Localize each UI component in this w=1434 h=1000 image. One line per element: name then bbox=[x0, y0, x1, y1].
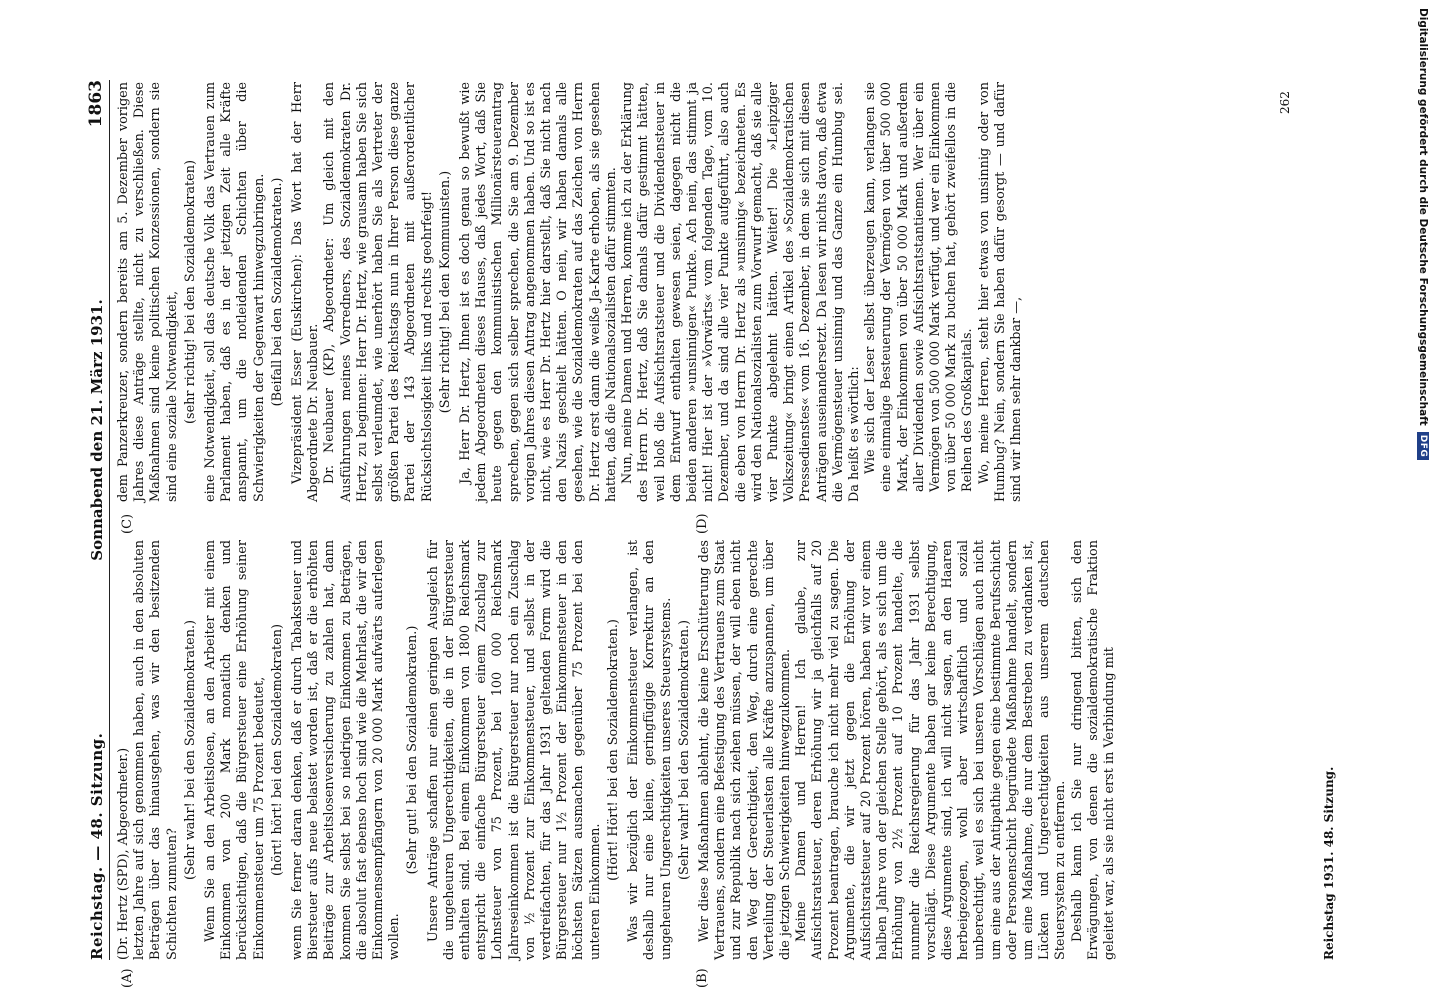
margin-marker-a: (A) bbox=[120, 968, 135, 988]
paragraph: Was wir bezüglich der Einkommensteuer verlangen, ist deshalb nur eine kleine, geringfügige Korrektur an den ungeheuren Ungerechtigkeiten unseres Steuersystems. bbox=[626, 540, 674, 960]
speaker-paragraph: Vizepräsident Esser (Euskirchen): Das Wort hat der Herr Abgeordnete Dr. Neubauer. bbox=[290, 82, 322, 502]
left-column bbox=[116, 540, 1118, 960]
paragraph: wenn Sie ferner daran denken, daß er durch Tabaksteuer und Biersteuer aufs neue belastet worden ist, daß er die erhöhten Beiträge zur Arbeitslosenversicherung zu zahlen hat, dann kommen Sie selbst bei so niedrigen Einkommen zu Beträgen, die absolut fast ebenso hoch sind wie die Mehrlast, die wir den Einkommensempfängern von 20 000 Mark aufwärts auferlegen wollen. bbox=[290, 540, 403, 960]
interjection: (sehr richtig! bei den Sozialdemokraten) bbox=[182, 160, 198, 424]
sheet-number: 262 bbox=[1278, 91, 1292, 114]
rotated-page bbox=[80, 80, 1360, 988]
paragraph: Wer diese Maßnahmen ablehnt, die keine Erschütterung des Vertrauens, sondern eine Befestigung des Vertrauens zum Staat und zur Republik nach sich ziehen müssen, der will eben nicht den Weg der Gerechtigkeit, den Weg, durch eine gerechte Verteilung der Steuerlasten alle Kräfte anzuspannen, um über die jetzigen Schwierigkeiten hinwegzukommen. bbox=[696, 540, 793, 960]
attribution-strip bbox=[1413, 8, 1433, 698]
paragraph: Meine Damen und Herren! Ich glaube, zur Aufsichtsratsteuer, deren Erhöhung wir ja gleichfalls auf 20 Prozent beantragen, brauche ich nicht mehr viel zu sagen. Die Argumente, die wir jetzt gegen die Erhöhung der Aufsichtsratsteuer auf 20 Prozent hören, haben wir vor einem halben Jahre von der gleichen Stelle gehört, als es sich um die Erhöhung von 2½ Prozent auf 10 Prozent handelte, die nunmehr die Reichsregierung für das Jahr 1931 selbst vorschlägt. Diese Argumente haben gar keine Berechtigung, diese Argumente sind, ich will nicht sagen, an den Haaren herbeigezogen, wohl aber wirtschaftlich und sozial unberechtigt, weil es sich bei unseren Vorschlägen auch nicht um eine aus der Antipathie gegen eine bestimmte Berufsschicht oder Personenschicht begründete Maßnahme handelt, sondern um eine Maßnahme, die nur dem Bestreben zu verdanken ist, Lücken und Ungerechtigkeiten aus unserem deutschen Steuersystem zu entfernen. bbox=[794, 540, 1069, 960]
interjection: (Sehr gut! bei den Sozialdemokraten.) bbox=[405, 625, 421, 875]
margin-marker-d: (D) bbox=[695, 513, 710, 534]
speaker-paragraph: Dr. Neubauer (KP), Abgeordneter: Um gleich mit den Ausführungen meines Vorredners, des Sozialdemokraten Dr. Hertz, zu beginnen: Herr Dr. Hertz, wie grausam haben Sie sich selbst verleumdet, wie unerhört haben Sie als Vertreter der größten Partei des Reichstags nun in Ihrer Person diese ganze Partei der 143 Abgeordneten mit außerordentlicher Rücksichtslosigkeit links und rechts geohrfeigt! bbox=[322, 82, 435, 502]
right-column bbox=[116, 82, 1025, 502]
paragraph: Nun, meine Damen und Herren, komme ich zu der Erklärung des Herrn Dr. Hertz, daß Sie damals dafür gestimmt hätten, weil bloß die Aufsichtsratsteuer und die Dividendensteuer in dem Entwurf enthalten gewesen seien, dagegen nicht die beiden anderen »unsinnigen« Punkte. Ach nein, das stimmt ja nicht! Hier ist der »Vorwärts« vom folgenden Tage, vom 10. Dezember, und da sind alle vier Punkte aufgeführt, also auch die eben von Herrn Dr. Hertz als »unsinnig« bezeichneten. Es wird den Nationalsozialisten zum Vorwurf gemacht, daß sie alle vier Punkte abgelehnt hätten. Weiter! Die »Leipziger Volkszeitung« bringt einen Artikel des »Sozialdemokratischen Pressedienstes« vom 16. Dezember, in dem sie sich mit diesen Anträgen auseinandersetzt. Da lesen wir nichts davon, daß etwa die Vermögensteuer unsinnig und das Ganze ein Humbug sei. Da heißt es wörtlich: bbox=[620, 82, 862, 502]
paragraph: Wenn Sie an den Arbeitslosen, an den Arbeiter mit einem Einkommen von 200 Mark monatlich denken und berücksichtigen, daß die Bürgersteuer eine Erhöhung seiner Einkommensteuer um 75 Prozent bedeutet, bbox=[203, 540, 267, 960]
interjection: (hört! hört! bei den Sozialdemokraten) bbox=[269, 624, 285, 876]
quotation: Wie sich der Leser selbst überzeugen kann, verlangen sie eine einmalige Besteuerung der Vermögen von über 500 000 Mark, der Einkommen von über 50 000 Mark und außerdem aller Dividenden sowie Aufsichtsratstantiemen. Wer über ein Vermögen von 500 000 Mark verfügt, und wer ein Einkommen von über 50 000 Mark zu buchen hat, gehört zweifellos in die Reihen des Großkapitals. bbox=[863, 82, 976, 492]
paragraph: dem Panzerkreuzer, sondern bereits am 5. Dezember vorigen Jahres diese Anträge stellte, nicht zu verschließen. Diese Maßnahmen sind keine politischen Konzessionen, sondern sie sind eine soziale Notwendigkeit, bbox=[116, 82, 180, 502]
paragraph: Deshalb kann ich Sie nur dringend bitten, sich den Erwägungen, von denen die sozialdemokratische Fraktion geleitet war, als sie nicht erst in Verbindung mit bbox=[1069, 540, 1117, 960]
header-left: Reichstag. — 48. Sitzung. bbox=[88, 732, 106, 960]
paragraph: Ja, Herr Dr. Hertz, Ihnen ist es doch genau so bewußt wie jedem Abgeordneten dieses Hauses, daß jedes Wort, daß Sie heute gegen den kommunistischen Millionärsteuerantrag sprechen, gegen sich selber sprechen, die Sie am 9. Dezember vorigen Jahres diesen Antrag angenommen haben. Und so ist es nicht, wie es Herr Dr. Hertz hier darstellt, daß Sie nicht nach den Nazis geschielt hätten. O nein, wir haben damals alle gesehen, wie die Sozialdemokraten auf das Zeichen von Herrn Dr. Hertz erst dann die weiße Ja-Karte erhoben, als sie gesehen hatten, daß die Nationalsozialisten dafür stimmten. bbox=[458, 82, 619, 502]
paragraph: Unsere Anträge schaffen nur einen geringen Ausgleich für die ungeheuren Ungerechtigkeiten, die in der Bürgersteuer enthalten sind. Bei einem Einkommen von 1800 Reichsmark entspricht die einfache Bürgersteuer einem Zuschlag zur Lohnsteuer von 75 Prozent, bei 100 000 Reichsmark Jahreseinkommen ist die Bürgersteuer nur noch ein Zuschlag von ½ Prozent zur Einkommensteuer, und selbst in der verdreifachten, für das Jahr 1931 geltenden Form wird die Bürgersteuer nur 1½ Prozent der Einkommensteuer in den höchsten Sätzen ausmachen gegenüber 75 Prozent bei den unteren Einkommen. bbox=[425, 540, 603, 960]
footer-line: Reichstag 1931. 48. Sitzung. bbox=[1322, 766, 1336, 960]
running-head bbox=[80, 80, 110, 960]
interjection: (Sehr wahr! bei den Sozialdemokraten.) bbox=[182, 619, 198, 881]
dfg-logo: DFG bbox=[1417, 432, 1429, 461]
interjection: (Sehr wahr! bei den Sozialdemokraten.) bbox=[676, 619, 692, 881]
interjection: (Beifall bei den Sozialdemokraten.) bbox=[269, 177, 285, 407]
interjection: (Hört! Hört! bei den Sozialdemokraten.) bbox=[605, 619, 621, 881]
paragraph: letzten Jahre auf sich genommen haben, auch in den absoluten Beträgen über das hinausgehen, was wir den besitzenden Schichten zumuten? bbox=[132, 540, 180, 960]
margin-marker-c: (C) bbox=[120, 513, 135, 534]
paragraph: Wo, meine Herren, steht hier etwas von unsinnig oder von Humbug? Nein, sondern Sie haben dafür gesorgt — und dafür sind wir Ihnen sehr dankbar —, bbox=[976, 82, 1024, 502]
paragraph: eine Notwendigkeit, soll das deutsche Volk das Vertrauen zum Parlament haben, daß es in der jetzigen Zeit alle Kräfte anspannt, um die notleidenden Schichten über die Schwierigkeiten der Gegenwart hinwegzubringen. bbox=[203, 82, 267, 502]
speaker-line: (Dr. Hertz (SPD), Abgeordneter.) bbox=[116, 747, 131, 960]
header-date: Sonnabend den 21. März 1931. bbox=[88, 299, 106, 561]
page-number: 1863 bbox=[86, 80, 106, 128]
attribution-text: Digitalisierung gefördert durch die Deutsche Forschungsgemeinschaft bbox=[1417, 8, 1429, 426]
interjection: (Sehr richtig! bei den Kommunisten.) bbox=[437, 170, 453, 414]
margin-marker-b: (B) bbox=[695, 968, 710, 988]
